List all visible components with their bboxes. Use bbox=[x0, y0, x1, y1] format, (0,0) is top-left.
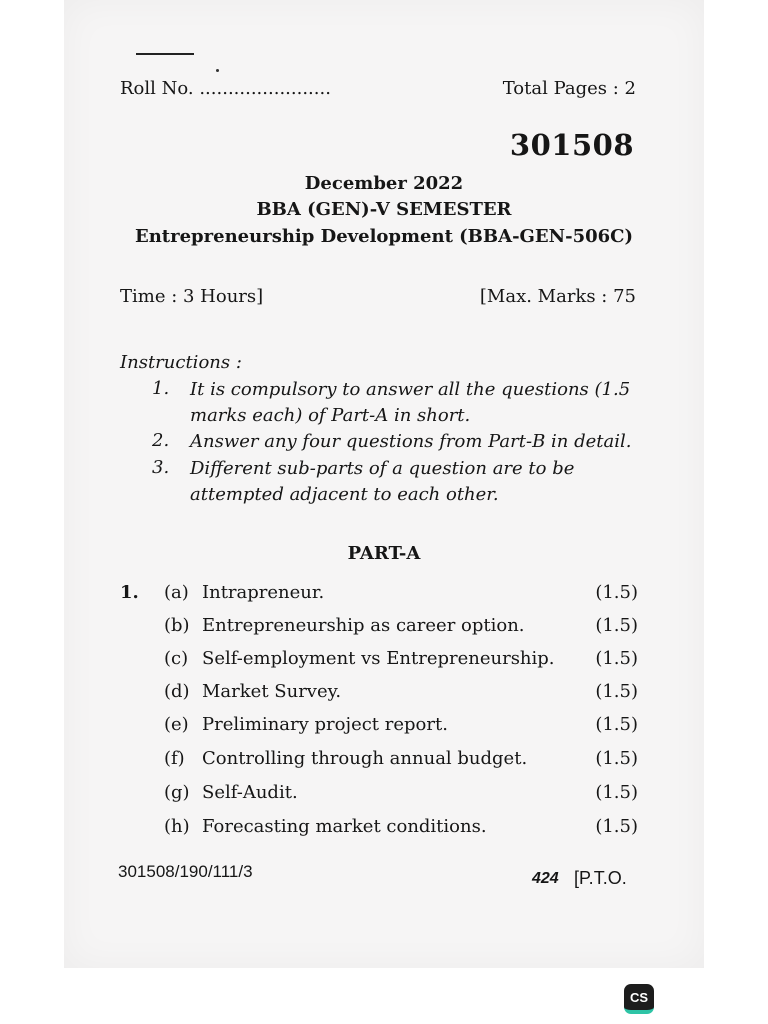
question-item bbox=[164, 648, 638, 674]
subject-title: Entrepreneurship Development (BBA-GEN-506C) bbox=[135, 226, 633, 247]
question-item bbox=[164, 681, 638, 707]
item-marks: (1.5) bbox=[595, 782, 638, 803]
item-text: Intrapreneur. bbox=[202, 582, 325, 603]
item-marks: (1.5) bbox=[595, 582, 638, 603]
part-a-heading: PART-A bbox=[347, 543, 421, 564]
instruction-text: Different sub-parts of a question are to be attempted adjacent to each other. bbox=[190, 458, 575, 505]
roll-number-field: Roll No. ....................... bbox=[120, 78, 331, 99]
exam-time: Time : 3 Hours] bbox=[120, 286, 264, 307]
footer-code: 301508/190/111/3 bbox=[118, 862, 253, 881]
item-label: (g) bbox=[164, 782, 190, 803]
course-semester: BBA (GEN)-V SEMESTER bbox=[256, 199, 512, 220]
item-marks: (1.5) bbox=[595, 714, 638, 735]
question-item bbox=[164, 582, 638, 608]
question-item bbox=[164, 816, 638, 842]
item-marks: (1.5) bbox=[595, 648, 638, 669]
instructions-heading: Instructions : bbox=[120, 352, 242, 373]
question-item bbox=[164, 615, 638, 641]
camscanner-logo-icon: CS bbox=[624, 984, 654, 1014]
instruction-text: It is compulsory to answer all the questions (1.5 marks each) of Part-A in short. bbox=[190, 379, 631, 426]
ink-dot bbox=[216, 69, 219, 72]
item-text: Controlling through annual budget. bbox=[202, 748, 528, 769]
question-item bbox=[164, 748, 638, 774]
max-marks: [Max. Marks : 75 bbox=[479, 286, 636, 307]
item-text: Self-Audit. bbox=[202, 782, 298, 803]
question-item bbox=[164, 714, 638, 740]
item-label: (d) bbox=[164, 681, 190, 702]
please-turn-over: [P.T.O. bbox=[574, 868, 627, 888]
instruction-number: 1. bbox=[152, 378, 170, 399]
question-item bbox=[164, 782, 638, 808]
item-label: (a) bbox=[164, 582, 189, 603]
item-label: (f) bbox=[164, 748, 185, 769]
instruction-number: 3. bbox=[152, 457, 170, 478]
total-pages: Total Pages : 2 bbox=[502, 78, 636, 99]
item-marks: (1.5) bbox=[595, 816, 638, 837]
item-marks: (1.5) bbox=[595, 681, 638, 702]
item-marks: (1.5) bbox=[595, 615, 638, 636]
item-text: Forecasting market conditions. bbox=[202, 816, 487, 837]
handwritten-number: 424 bbox=[532, 870, 559, 887]
instruction-text: Answer any four questions from Part-B in detail. bbox=[190, 431, 632, 452]
item-label: (h) bbox=[164, 816, 190, 837]
item-text: Market Survey. bbox=[202, 681, 342, 702]
exam-date: December 2022 bbox=[304, 173, 464, 194]
item-label: (c) bbox=[164, 648, 189, 669]
item-marks: (1.5) bbox=[595, 748, 638, 769]
item-text: Self-employment vs Entrepreneurship. bbox=[202, 648, 555, 669]
item-label: (b) bbox=[164, 615, 190, 636]
item-text: Preliminary project report. bbox=[202, 714, 448, 735]
question-number: 1. bbox=[120, 582, 139, 603]
item-label: (e) bbox=[164, 714, 189, 735]
item-text: Entrepreneurship as career option. bbox=[202, 615, 525, 636]
top-dash-mark bbox=[136, 53, 194, 55]
instruction-number: 2. bbox=[152, 430, 170, 451]
paper-code: 301508 bbox=[509, 128, 634, 162]
